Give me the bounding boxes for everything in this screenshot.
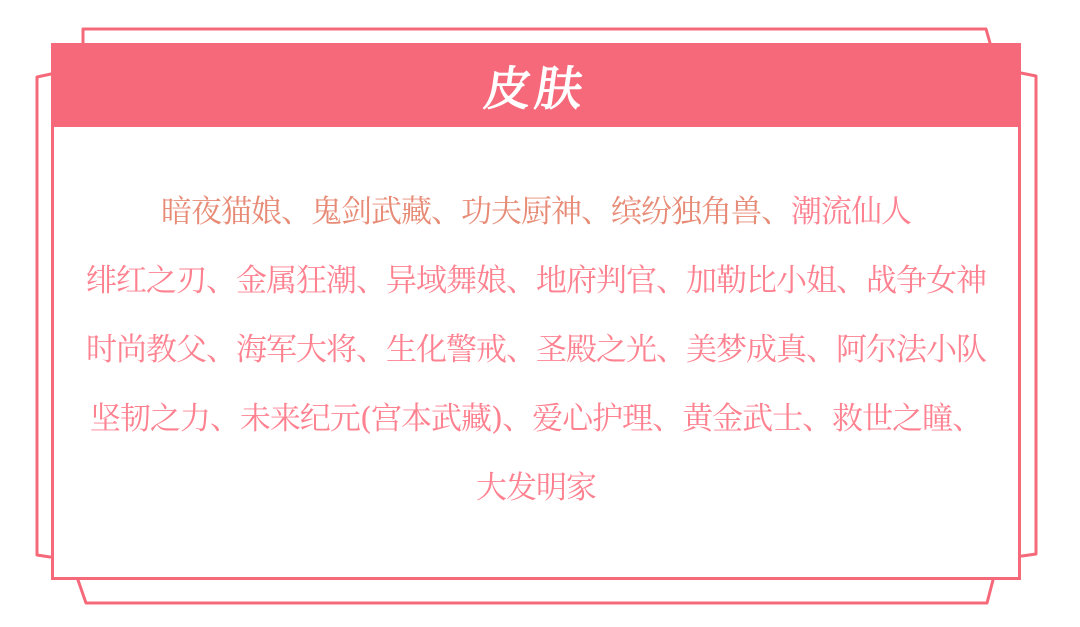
frame-top-line — [83, 29, 990, 43]
skin-name: 绯红之刃、金属狂潮、异域舞娘、地府判官、加勒比小姐、战争女神 — [86, 263, 986, 299]
skin-line — [54, 450, 1018, 519]
skin-line — [54, 174, 1018, 243]
skin-name: 坚韧之力、未来纪元(宫本武藏)、爱心护理、黄金武士、救世之瞳、 — [89, 401, 983, 437]
skin-line — [54, 381, 1018, 450]
skin-list — [54, 127, 1018, 519]
skin-line — [54, 312, 1018, 381]
frame-right-line — [1021, 73, 1036, 556]
card-header — [51, 43, 1021, 127]
skin-line — [54, 243, 1018, 312]
skin-name: 大发明家 — [476, 470, 596, 506]
page-title: 皮肤 — [480, 61, 591, 117]
skin-name: 潮流仙人 — [791, 194, 911, 230]
skin-card — [51, 43, 1021, 580]
skin-name: 暗夜猫娘、鬼剑武藏、功夫厨神、缤纷独角兽、 — [161, 194, 791, 230]
frame-left-line — [37, 74, 51, 557]
frame-bottom-line — [78, 580, 993, 603]
skin-name: 时尚教父、海军大将、生化警戒、圣殿之光、美梦成真、阿尔法小队 — [86, 332, 986, 368]
